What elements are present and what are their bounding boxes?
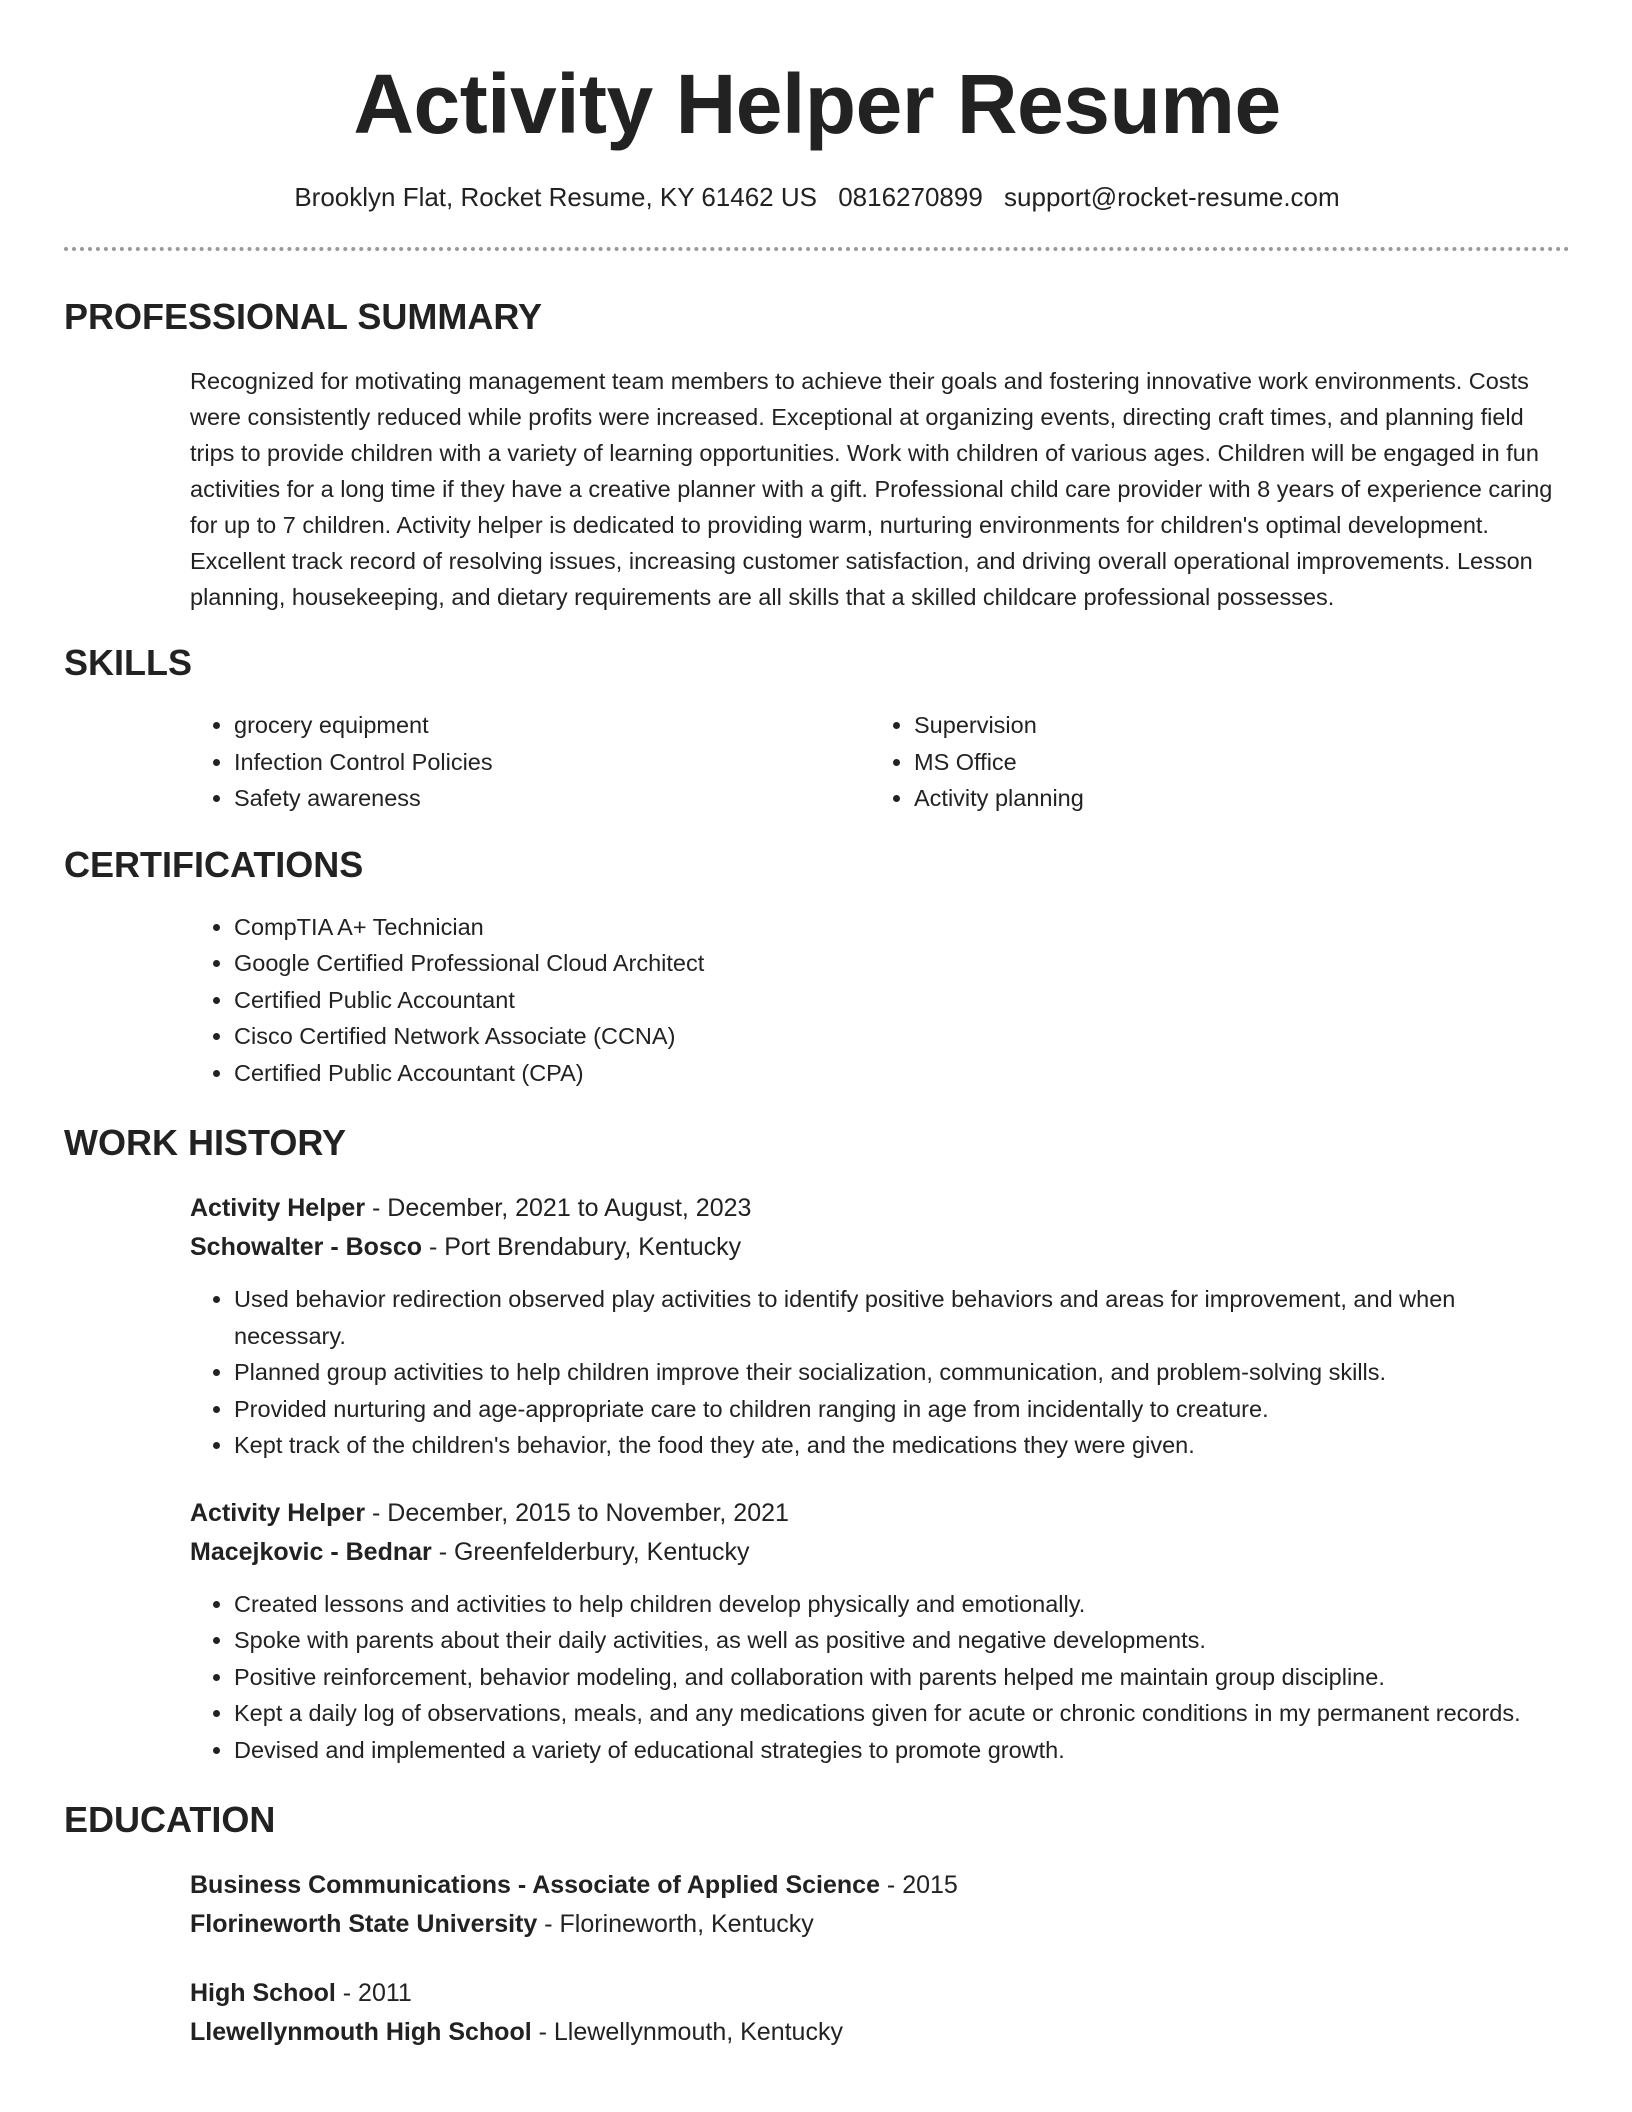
job-entry [190, 1189, 1570, 1464]
education-degree-line [190, 1974, 1570, 2013]
job-location: - Greenfelderbury, Kentucky [431, 1537, 750, 1566]
job-duty: • Devised and implemented a variety of educational strategies to promote growth. [234, 1732, 1570, 1769]
job-duties [190, 1586, 1570, 1769]
education-degree-line [190, 1866, 1570, 1905]
resume-title: Activity Helper Resume [353, 57, 1281, 151]
education-year: - 2015 [879, 1871, 958, 1899]
education-school-line [190, 2013, 1570, 2052]
header-divider [64, 247, 1570, 251]
job-company-line [190, 1533, 1570, 1572]
job-title-line [190, 1189, 1570, 1228]
job-title: Activity Helper [190, 1498, 366, 1527]
skill-item: • Infection Control Policies [234, 744, 870, 781]
certification-item: • Cisco Certified Network Associate (CCNA) [234, 1018, 1570, 1055]
job-company-line [190, 1228, 1570, 1267]
job-duty: • Kept a daily log of observations, meals, and any medications given for acute or chronic conditions in my permanent records. [234, 1695, 1570, 1732]
certification-item: • Google Certified Professional Cloud Architect [234, 945, 1570, 982]
certifications-list [190, 909, 1570, 1092]
skill-item: • MS Office [914, 744, 1550, 781]
work-history-heading: WORK HISTORY [64, 1122, 347, 1163]
certifications-heading: CERTIFICATIONS [64, 843, 364, 885]
skills-heading: SKILLS [64, 642, 193, 683]
job-duty: • Used behavior redirection observed play activities to identify positive behaviors and areas for improvement, and when necessary. [234, 1281, 1570, 1354]
job-dates: - December, 2015 to November, 2021 [365, 1498, 789, 1527]
skills-list [190, 707, 1570, 817]
education-location: - Florineworth, Kentucky [537, 1910, 814, 1938]
education-school: Llewellynmouth High School [190, 2018, 532, 2046]
education-location: - Llewellynmouth, Kentucky [531, 2018, 843, 2046]
job-title: Activity Helper [190, 1194, 366, 1222]
education-school: Florineworth State University [190, 1910, 538, 1938]
job-entry [190, 1494, 1570, 1769]
education-year: - 2011 [335, 1979, 412, 2007]
summary-text: Recognized for motivating management team members to achieve their goals and fostering innovative work environments. Costs were consistently reduced while profits were increased. Exceptional at organizing events, directing craft times, and planning field trips to provide children with a variety of learning opportunities. Work with children of various ages. Children will be engaged in fun activities for a long time if they have a creative planner with a gift. Professional child care provider with 8 years of experience caring for up to 7 children. Activity helper is dedicated to providing warm, nurturing environments for children's optimal development. Excellent track record of resolving issues, increasing customer satisfaction, and driving overall operational improvements. Lesson planning, housekeeping, and dietary requirements are all skills that a skilled childcare professional possesses. [190, 368, 1553, 610]
education-entry [190, 1866, 1570, 1944]
skills-column-left [190, 707, 870, 817]
job-duty: • Positive reinforcement, behavior modeling, and collaboration with parents helped me maintain group discipline. [234, 1659, 1570, 1696]
education-heading: EDUCATION [64, 1799, 276, 1840]
contact-email: support@rocket-resume.com [1004, 182, 1340, 212]
skill-item: • Supervision [914, 707, 1550, 744]
resume-page [64, 0, 1570, 2052]
skill-item: • Safety awareness [234, 780, 870, 817]
contact-address: Brooklyn Flat, Rocket Resume, KY 61462 US [294, 182, 817, 212]
education-school-line [190, 1905, 1570, 1944]
job-duties [190, 1281, 1570, 1464]
job-company: Macejkovic - Bednar [190, 1537, 432, 1566]
certification-item: • Certified Public Accountant [234, 982, 1570, 1019]
certification-item: • CompTIA A+ Technician [234, 909, 1570, 946]
education-degree: Business Communications - Associate of Applied Science [190, 1871, 880, 1899]
contact-phone: 0816270899 [838, 182, 983, 212]
summary-heading: PROFESSIONAL SUMMARY [64, 296, 543, 337]
job-location: - Port Brendabury, Kentucky [422, 1233, 742, 1261]
job-title-line [190, 1494, 1570, 1533]
skills-column-right [870, 707, 1550, 817]
skill-item: • Activity planning [914, 780, 1550, 817]
certification-item: • Certified Public Accountant (CPA) [234, 1055, 1570, 1092]
job-duty: • Spoke with parents about their daily activities, as well as positive and negative developments. [234, 1622, 1570, 1659]
job-duty: • Planned group activities to help children improve their socialization, communication, and problem-solving skills. [234, 1354, 1570, 1391]
job-duty: • Kept track of the children's behavior, the food they ate, and the medications they were given. [234, 1427, 1570, 1464]
education-degree: High School [190, 1979, 336, 2007]
job-duty: • Created lessons and activities to help children develop physically and emotionally. [234, 1586, 1570, 1623]
contact-line [64, 180, 1570, 214]
job-company: Schowalter - Bosco [190, 1233, 422, 1261]
skill-item: • grocery equipment [234, 707, 870, 744]
education-entry [190, 1974, 1570, 2052]
job-duty: • Provided nurturing and age-appropriate care to children ranging in age from incidentally to creature. [234, 1391, 1570, 1428]
job-dates: - December, 2021 to August, 2023 [365, 1194, 752, 1222]
